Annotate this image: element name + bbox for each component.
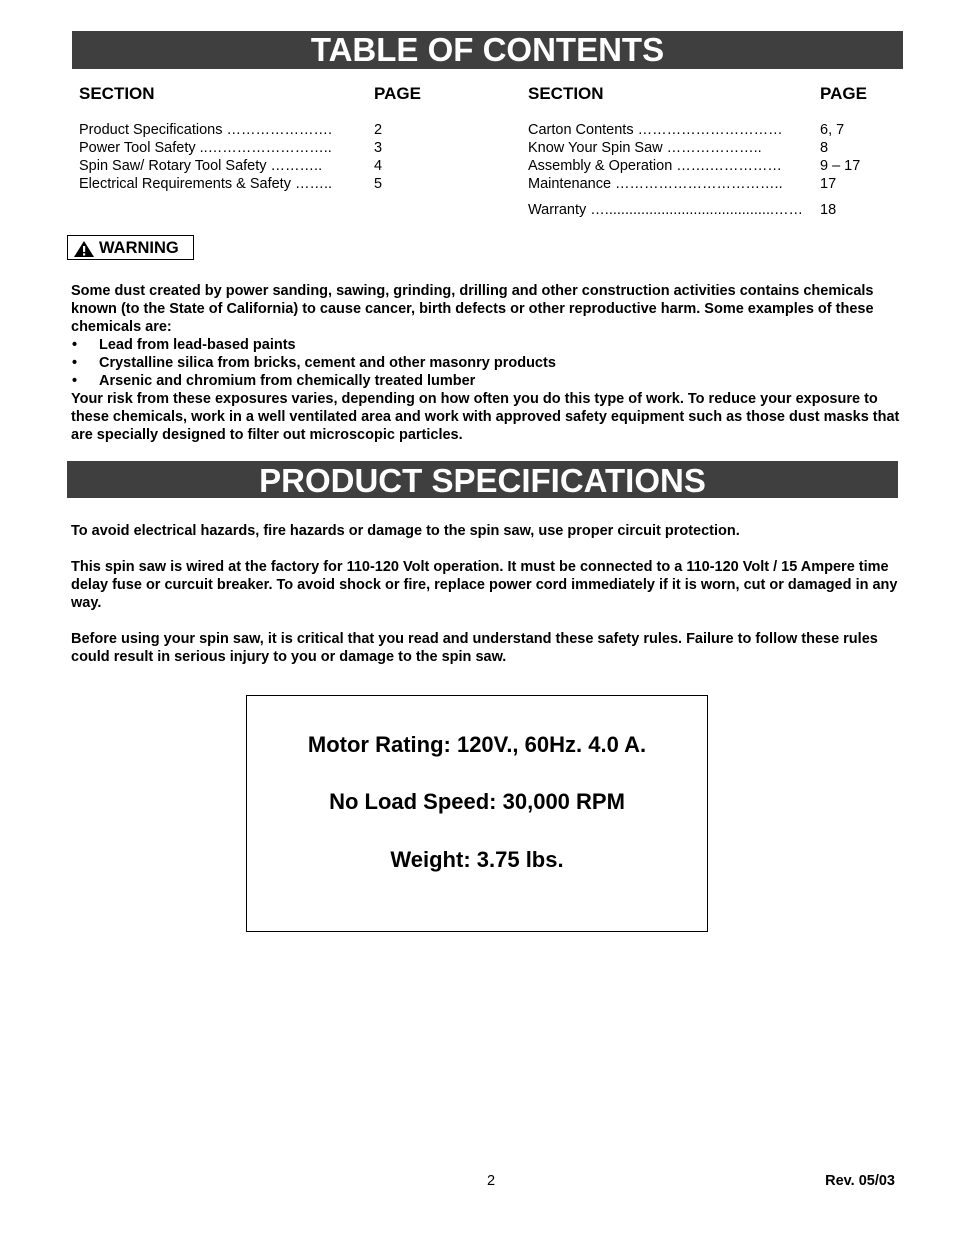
toc-right-section-header: SECTION (528, 84, 604, 103)
list-item (71, 336, 901, 354)
specs-box (246, 695, 708, 932)
warning-closing: Your risk from these exposures varies, depending on how often you do this type of work. To reduce your exposure to these chemicals, work in a well ventilated area and work with approved safety equipment such as those dust masks that are specially designed to filter out microscopic particles. (71, 391, 900, 443)
bullet-icon: • (72, 337, 78, 353)
warning-label-box (67, 235, 194, 260)
toc-entry-page: 9 – 17 (820, 158, 861, 174)
specs-paragraph: Before using your spin saw, it is critical that you read and understand these safety rules. Failure to follow these rules could result in serious injury to you or damage to the spin saw. (71, 631, 878, 665)
toc-entry-page: 4 (374, 158, 383, 174)
specs-paragraph: This spin saw is wired at the factory for 110-120 Volt operation. It must be connected to a 110-120 Volt / 15 Ampere time delay fuse or curcuit breaker. To avoid shock or fire, replace power cord immediately if it is worn, cut or damaged in any way. (71, 559, 898, 611)
toc-entry-page: 2 (374, 122, 383, 138)
toc-entry-label: Assembly & Operation …….…………… (528, 158, 782, 174)
list-item (71, 354, 901, 372)
warning-text (71, 282, 901, 444)
toc-left-page-header: PAGE (374, 84, 421, 103)
toc-entry-label: Product Specifications …………………. (79, 122, 333, 138)
revision: Rev. 05/03 (825, 1173, 895, 1189)
toc-entry-label: Warranty …..........................................…… (528, 202, 804, 218)
toc-left-section-header: SECTION (79, 84, 155, 103)
toc-entry-label: Electrical Requirements & Safety …….. (79, 176, 333, 192)
toc-entry-page: 5 (374, 176, 383, 192)
warning-intro: Some dust created by power sanding, sawing, grinding, drilling and other construction activities contains chemicals known (to the State of California) to cause cancer, birth defects or other reproductive harm. Some examples of these chemicals are: (71, 283, 874, 335)
toc-entry-page: 6, 7 (820, 122, 845, 138)
bullet-icon: • (72, 373, 78, 389)
toc-entry-label: Maintenance …………………………….. (528, 176, 783, 192)
toc-entry-page: 3 (374, 140, 383, 156)
toc-entry-label: Power Tool Safety ..…………………….. (79, 140, 332, 156)
toc-entry-page: 18 (820, 202, 837, 218)
toc-entry-page: 8 (820, 140, 829, 156)
warning-triangle-icon (73, 240, 95, 263)
toc-right-page-header: PAGE (820, 84, 867, 103)
warning-label: WARNING (99, 239, 179, 257)
toc-entry-page: 17 (820, 176, 837, 192)
toc-entry-label: Carton Contents ………………………… (528, 122, 783, 138)
specs-title: PRODUCT SPECIFICATIONS (67, 461, 898, 498)
page-number: 2 (487, 1173, 496, 1189)
specs-paragraph: To avoid electrical hazards, fire hazards or damage to the spin saw, use proper circuit protection. (71, 523, 740, 539)
bullet-icon: • (72, 355, 78, 371)
bullet-text: Crystalline silica from bricks, cement and other masonry products (99, 355, 556, 371)
motor-rating: Motor Rating: 120V., 60Hz. 4.0 A. (307, 732, 647, 757)
weight: Weight: 3.75 lbs. (390, 847, 564, 872)
list-item (71, 372, 901, 390)
no-load-speed: No Load Speed: 30,000 RPM (329, 789, 625, 814)
bullet-text: Arsenic and chromium from chemically treated lumber (99, 373, 476, 389)
toc-title: TABLE OF CONTENTS (72, 31, 903, 69)
toc-entry-label: Know Your Spin Saw ……………….. (528, 140, 762, 156)
bullet-text: Lead from lead-based paints (99, 337, 296, 353)
toc-entry-label: Spin Saw/ Rotary Tool Safety ……….. (79, 158, 323, 174)
